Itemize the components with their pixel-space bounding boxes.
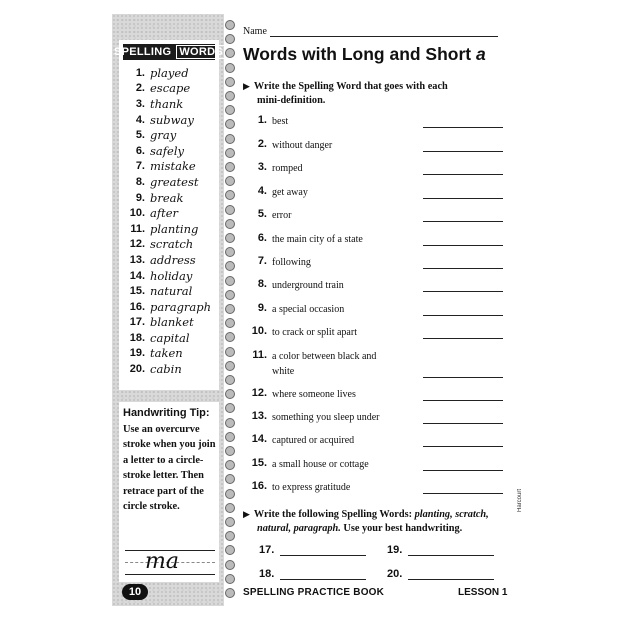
item-definition: to crack or split apart bbox=[272, 327, 357, 338]
spiral-ring bbox=[225, 403, 235, 413]
answer-line[interactable] bbox=[423, 209, 503, 222]
item-number: 1. bbox=[257, 114, 267, 126]
spelling-word-list bbox=[121, 65, 211, 377]
word-number: 5. bbox=[135, 129, 145, 142]
spelling-word-item bbox=[121, 315, 211, 331]
answer-line[interactable] bbox=[408, 544, 494, 556]
answer-line[interactable] bbox=[423, 434, 503, 447]
spiral-ring bbox=[225, 162, 235, 172]
spiral-ring bbox=[225, 332, 235, 342]
answer-line[interactable] bbox=[423, 365, 503, 378]
item-definition: a color between black and white bbox=[272, 351, 377, 377]
answer-line[interactable] bbox=[423, 303, 503, 316]
spelling-words-box bbox=[113, 40, 224, 390]
item-number: 12. bbox=[251, 387, 267, 399]
spelling-word-item bbox=[121, 190, 211, 206]
word-number: 6. bbox=[135, 144, 145, 157]
spiral-ring bbox=[225, 304, 235, 314]
word-number: 9. bbox=[135, 191, 145, 204]
word-number: 14. bbox=[129, 269, 145, 282]
item-number: 3. bbox=[257, 161, 267, 173]
name-label: Name bbox=[243, 26, 267, 37]
word-number: 7. bbox=[135, 160, 145, 173]
spelling-word-item bbox=[121, 252, 211, 268]
word-number: 8. bbox=[135, 175, 145, 188]
spiral-ring bbox=[225, 347, 235, 357]
word-number: 17. bbox=[129, 316, 145, 329]
spiral-ring bbox=[225, 119, 235, 129]
spiral-ring bbox=[225, 134, 235, 144]
spelling-word: played bbox=[150, 65, 189, 80]
spelling-word: blanket bbox=[150, 315, 194, 330]
publisher-credit: Harcourt bbox=[517, 488, 523, 512]
item-number: 7. bbox=[257, 255, 267, 267]
item-definition: romped bbox=[272, 163, 303, 174]
spelling-word-item bbox=[121, 174, 211, 190]
item-number: 2. bbox=[257, 138, 267, 150]
item-definition: a small house or cottage bbox=[272, 459, 369, 470]
triangle-bullet-icon: ▶ bbox=[243, 510, 250, 520]
spelling-word-item bbox=[121, 112, 211, 128]
answer-line[interactable] bbox=[423, 115, 503, 128]
spelling-word: holiday bbox=[150, 268, 193, 283]
answer-line[interactable] bbox=[423, 279, 503, 292]
spiral-ring bbox=[225, 574, 235, 584]
spiral-ring bbox=[225, 219, 235, 229]
worksheet-page bbox=[112, 14, 508, 606]
spelling-word-item bbox=[121, 283, 211, 299]
answer-line[interactable] bbox=[280, 568, 366, 580]
spiral-ring bbox=[225, 276, 235, 286]
spelling-word: planting bbox=[150, 221, 199, 236]
item-number: 14. bbox=[251, 433, 267, 445]
spelling-word-item bbox=[121, 237, 211, 253]
spiral-ring bbox=[225, 77, 235, 87]
spelling-word-item bbox=[121, 346, 211, 362]
item-number: 10. bbox=[251, 325, 267, 337]
answer-line[interactable] bbox=[280, 544, 366, 556]
write-item-19: 19. bbox=[387, 544, 494, 556]
spelling-word-item bbox=[121, 143, 211, 159]
spiral-ring bbox=[225, 389, 235, 399]
answer-line[interactable] bbox=[408, 568, 494, 580]
worksheet-title: Words with Long and Short a bbox=[243, 44, 486, 64]
spiral-ring bbox=[225, 34, 235, 44]
name-field-line[interactable] bbox=[270, 26, 498, 37]
item-number: 9. bbox=[257, 302, 267, 314]
spiral-ring bbox=[225, 91, 235, 101]
spelling-word: greatest bbox=[150, 174, 199, 189]
spelling-word: thank bbox=[150, 96, 184, 111]
item-definition: following bbox=[272, 257, 311, 268]
answer-line[interactable] bbox=[423, 256, 503, 269]
spelling-word: scratch bbox=[150, 237, 194, 252]
spiral-ring bbox=[225, 20, 235, 30]
item-definition: to express gratitude bbox=[272, 482, 351, 493]
name-row bbox=[243, 26, 498, 37]
spelling-word-item bbox=[121, 205, 211, 221]
spiral-ring bbox=[225, 176, 235, 186]
spelling-word: safely bbox=[150, 143, 184, 158]
item-definition: get away bbox=[272, 187, 308, 198]
write-item-17: 17. bbox=[259, 544, 366, 556]
word-number: 1. bbox=[135, 66, 145, 79]
worksheet-main bbox=[243, 14, 508, 606]
spiral-ring bbox=[225, 560, 235, 570]
spiral-ring bbox=[225, 517, 235, 527]
spiral-ring bbox=[225, 105, 235, 115]
footer-book-title: SPELLING PRACTICE BOOK bbox=[243, 587, 385, 598]
spiral-ring bbox=[225, 361, 235, 371]
item-number: 16. bbox=[251, 480, 267, 492]
word-number: 15. bbox=[129, 285, 145, 298]
word-number: 19. bbox=[129, 347, 145, 360]
spiral-ring bbox=[225, 588, 235, 598]
word-number: 11. bbox=[130, 222, 145, 235]
word-number: 20. bbox=[129, 363, 145, 376]
spiral-ring bbox=[225, 460, 235, 470]
spelling-word-item bbox=[121, 159, 211, 175]
spiral-ring bbox=[225, 290, 235, 300]
spiral-ring bbox=[225, 247, 235, 257]
spiral-ring bbox=[225, 432, 235, 442]
item-number: 13. bbox=[251, 410, 267, 422]
word-number: 12. bbox=[129, 238, 145, 251]
item-definition: error bbox=[272, 210, 292, 221]
tip-body: Use an overcurve stroke when you join a letter to a circle-stroke letter. Then retrace part of the circle stroke. bbox=[123, 423, 216, 512]
title-part-spelling: SPELLING bbox=[113, 46, 172, 58]
spiral-ring bbox=[225, 503, 235, 513]
spiral-ring bbox=[225, 531, 235, 541]
spelling-word-item bbox=[121, 96, 211, 112]
word-number: 18. bbox=[129, 331, 145, 344]
spelling-word: break bbox=[150, 190, 184, 205]
write-item-18: 18. bbox=[259, 568, 366, 580]
spiral-ring bbox=[225, 233, 235, 243]
spiral-ring bbox=[225, 318, 235, 328]
answer-line[interactable] bbox=[423, 458, 503, 471]
spelling-word: address bbox=[150, 252, 196, 267]
spelling-word: capital bbox=[150, 330, 190, 345]
spelling-words-title bbox=[113, 44, 224, 60]
spelling-word-item bbox=[121, 221, 211, 237]
item-definition: without danger bbox=[272, 140, 333, 151]
spiral-ring bbox=[225, 375, 235, 385]
spelling-word: paragraph bbox=[150, 299, 212, 314]
item-definition: where someone lives bbox=[272, 389, 356, 400]
item-number: 4. bbox=[257, 185, 267, 197]
spiral-ring bbox=[225, 474, 235, 484]
title-part-words: WORDS bbox=[176, 45, 226, 59]
spiral-ring bbox=[225, 261, 235, 271]
word-number: 13. bbox=[129, 253, 145, 266]
triangle-bullet-icon: ▶ bbox=[243, 82, 250, 92]
instruction-handwriting: ▶ Write the following Spelling Words: planting, scratch, natural, paragraph. Use your best handwriting. bbox=[243, 509, 489, 534]
item-number: 11. bbox=[252, 349, 267, 361]
handwriting-tip bbox=[123, 406, 217, 515]
answer-line[interactable] bbox=[423, 139, 503, 152]
spelling-word-item bbox=[121, 65, 211, 81]
item-definition: the main city of a state bbox=[272, 234, 363, 245]
item-number: 6. bbox=[257, 232, 267, 244]
spiral-ring bbox=[225, 446, 235, 456]
item-definition: underground train bbox=[272, 280, 344, 291]
spelling-word-item bbox=[121, 81, 211, 97]
instruction-definitions: ▶ Write the Spelling Word that goes with each mini-definition. bbox=[243, 81, 448, 106]
answer-line[interactable] bbox=[423, 326, 503, 339]
spiral-ring bbox=[225, 205, 235, 215]
item-definition: best bbox=[272, 116, 289, 127]
word-number: 4. bbox=[135, 113, 145, 126]
word-number: 3. bbox=[135, 97, 145, 110]
answer-line[interactable] bbox=[423, 233, 503, 246]
word-number: 2. bbox=[135, 82, 145, 95]
spelling-word: gray bbox=[150, 128, 177, 143]
footer-lesson: LESSON 1 bbox=[458, 587, 508, 598]
spiral-binding bbox=[224, 14, 236, 606]
tip-heading: Handwriting Tip: bbox=[123, 407, 210, 419]
item-definition: something you sleep under bbox=[272, 412, 380, 423]
spelling-word-item bbox=[121, 127, 211, 143]
item-definition: a special occasion bbox=[272, 304, 345, 315]
spelling-word-item bbox=[121, 268, 211, 284]
spiral-ring bbox=[225, 148, 235, 158]
handwriting-tip-box bbox=[119, 402, 219, 582]
handwriting-sample-lines bbox=[125, 550, 215, 576]
answer-line[interactable] bbox=[423, 162, 503, 175]
item-number: 8. bbox=[257, 278, 267, 290]
spelling-word-item bbox=[121, 361, 211, 377]
word-number: 10. bbox=[129, 207, 145, 220]
item-number: 5. bbox=[257, 208, 267, 220]
spiral-ring bbox=[225, 489, 235, 499]
write-item-20: 20. bbox=[387, 568, 494, 580]
spelling-word-item bbox=[121, 330, 211, 346]
spelling-word: cabin bbox=[150, 362, 182, 377]
spelling-word: taken bbox=[150, 346, 183, 361]
spelling-word: after bbox=[150, 206, 179, 221]
spelling-word-item bbox=[121, 299, 211, 315]
spiral-ring bbox=[225, 545, 235, 555]
item-definition: captured or acquired bbox=[272, 435, 355, 446]
spiral-ring bbox=[225, 190, 235, 200]
answer-line[interactable] bbox=[423, 186, 503, 199]
word-number: 16. bbox=[129, 300, 145, 313]
spiral-ring bbox=[225, 63, 235, 73]
item-number: 15. bbox=[251, 457, 267, 469]
answer-line[interactable] bbox=[423, 388, 503, 401]
answer-line[interactable] bbox=[423, 481, 503, 494]
spelling-word: subway bbox=[150, 112, 194, 127]
page-number-badge: 10 bbox=[122, 584, 148, 600]
spiral-ring bbox=[225, 48, 235, 58]
sidebar-strip bbox=[112, 14, 224, 606]
handwriting-sample: ma bbox=[145, 549, 179, 574]
spelling-word: mistake bbox=[150, 159, 196, 174]
spelling-word: escape bbox=[150, 81, 191, 96]
spiral-ring bbox=[225, 418, 235, 428]
answer-line[interactable] bbox=[423, 411, 503, 424]
spelling-word: natural bbox=[150, 284, 193, 299]
